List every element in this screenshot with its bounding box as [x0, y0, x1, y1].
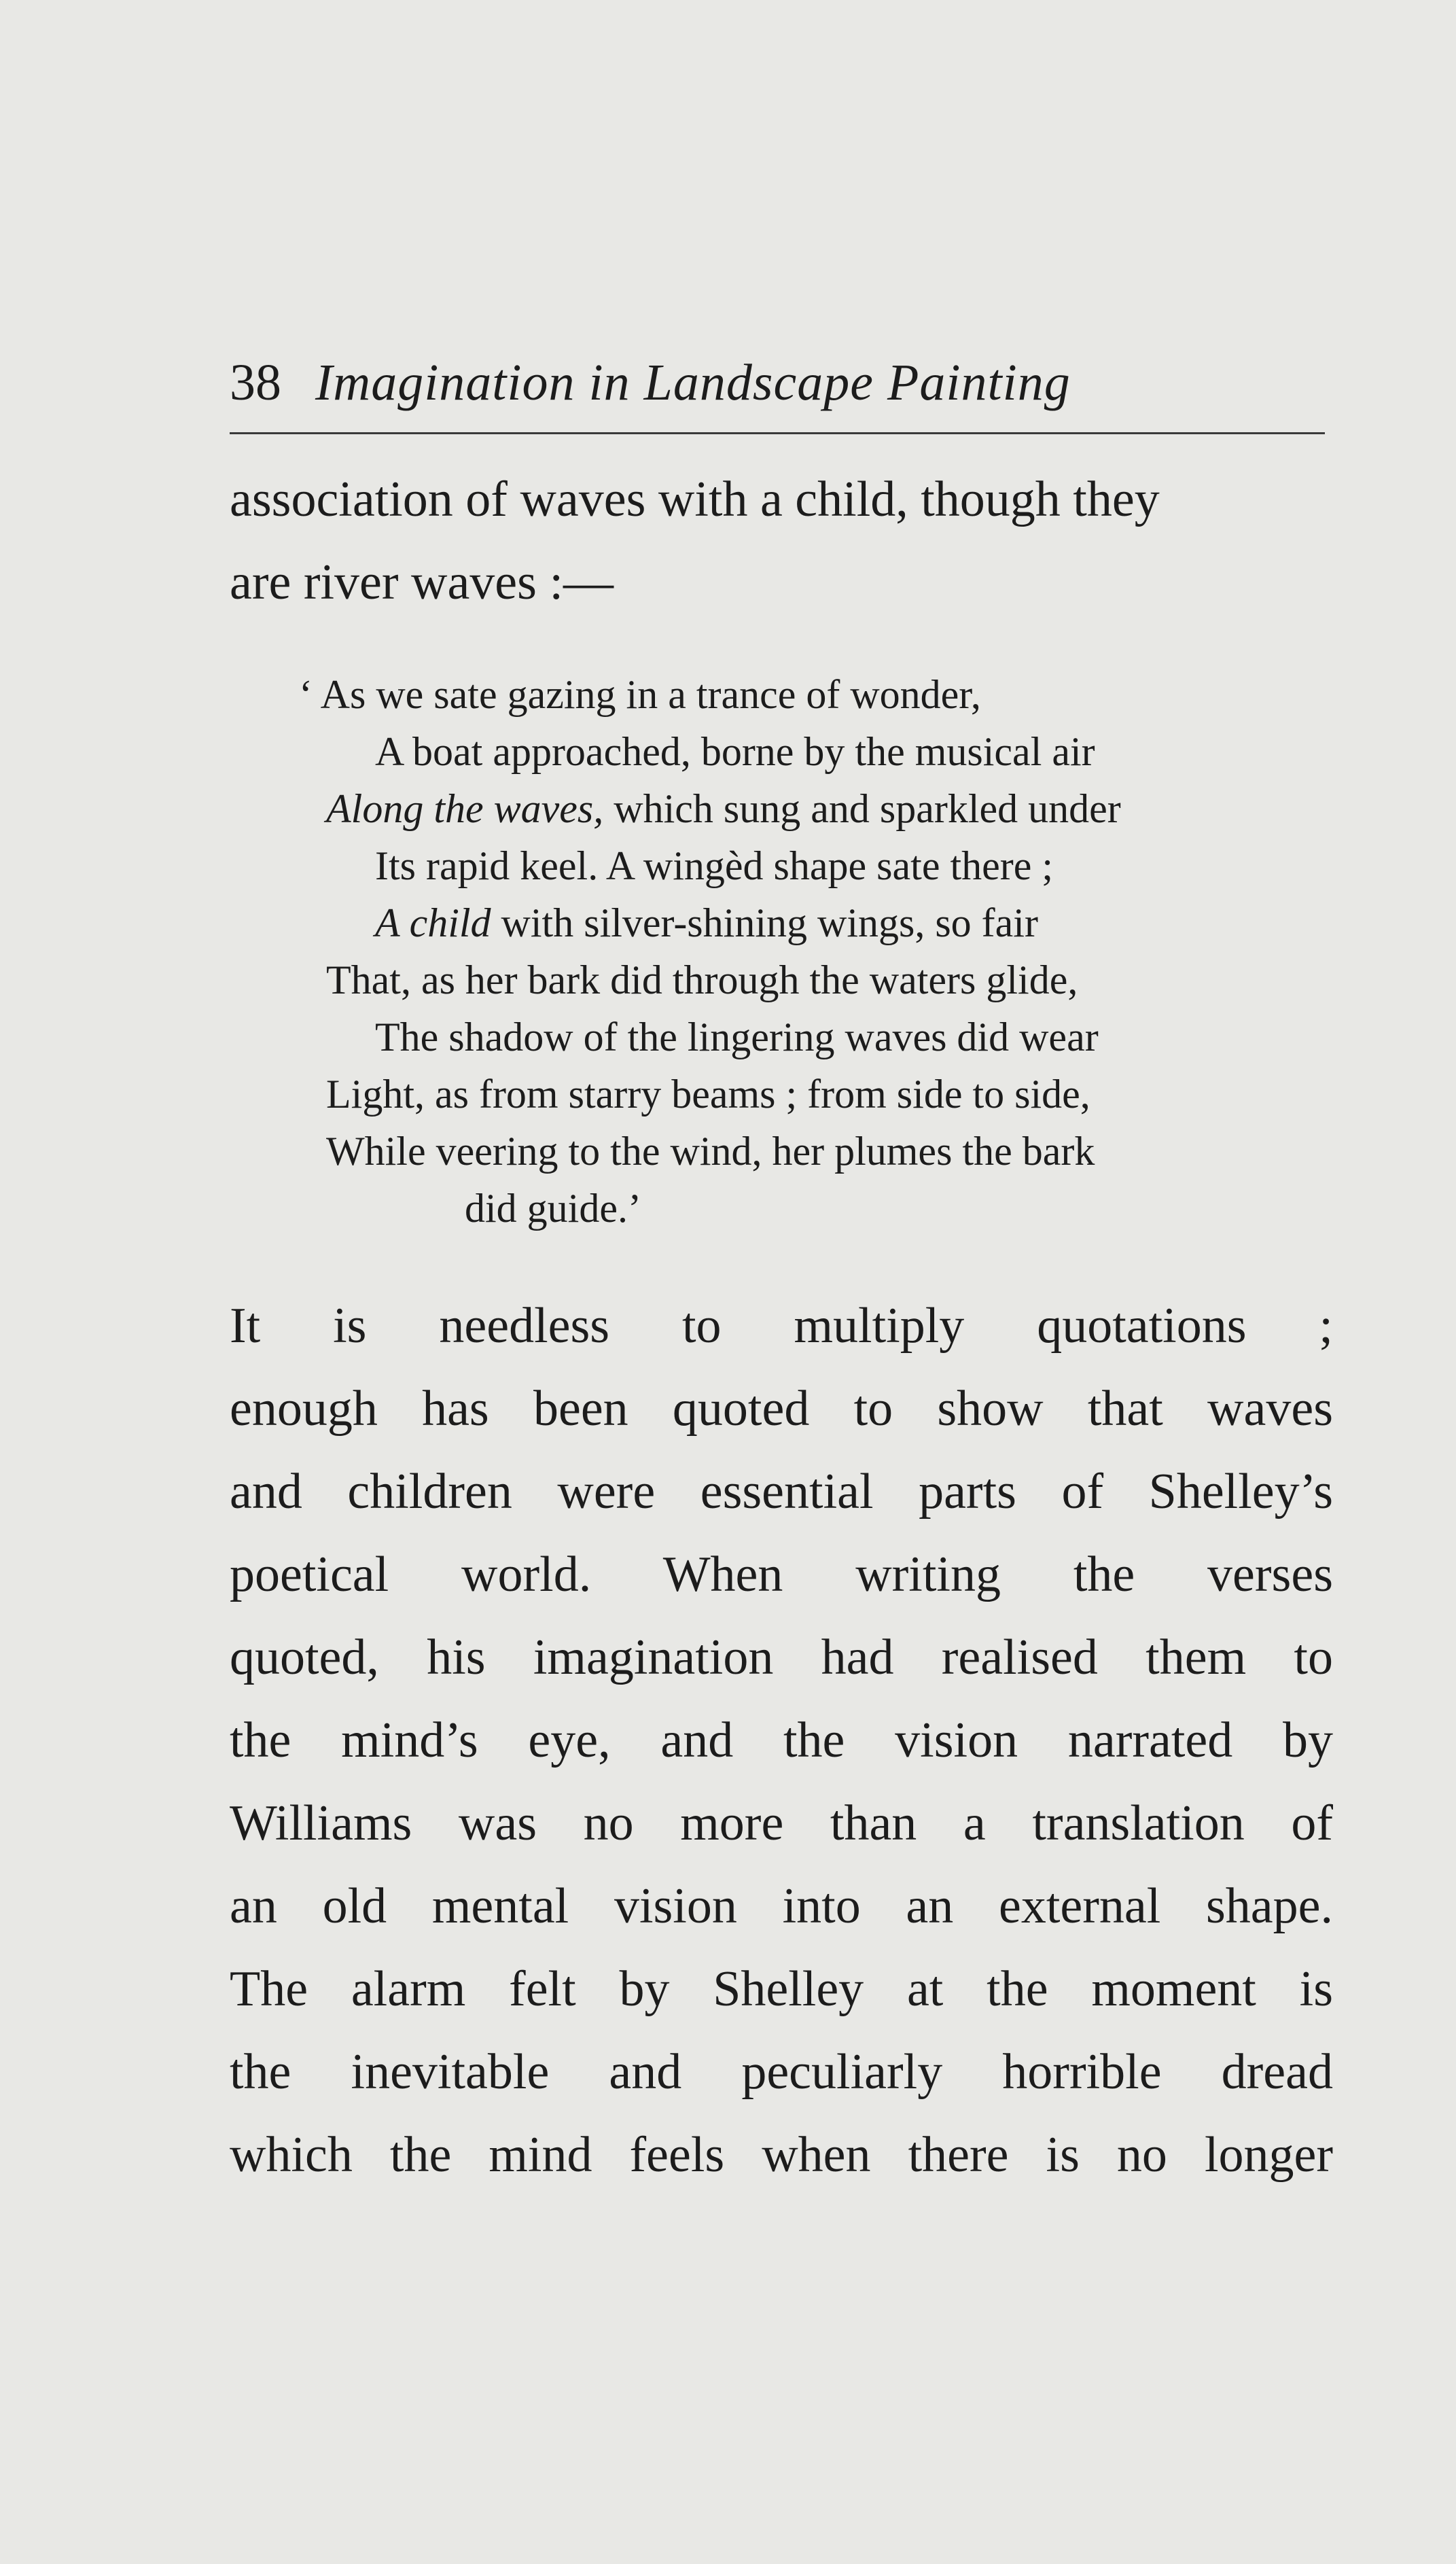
paragraph-line: the mind’s eye, and the vision narrated by: [230, 1713, 1333, 1768]
running-header: [230, 345, 1324, 420]
paragraph-line: Williams was no more than a translation of: [230, 1795, 1333, 1851]
lead-line-1: association of waves with a child, though they: [230, 472, 1160, 527]
paragraph-line: an old mental vision into an external shape.: [230, 1878, 1333, 1934]
poem-line-text: with silver-shining wings, so fair: [491, 900, 1038, 945]
poem-line: The shadow of the lingering waves did wear: [375, 1015, 1099, 1059]
paragraph-line: which the mind feels when there is no longer: [230, 2127, 1333, 2183]
poem-line: [326, 780, 1121, 837]
poem-emphasis: Along the waves,: [326, 786, 604, 831]
paragraph-line: poetical world. When writing the verses: [230, 1547, 1333, 1602]
header-rule: [230, 432, 1325, 434]
paragraph-line: The alarm felt by Shelley at the moment is: [230, 1961, 1333, 2017]
poem-line: A boat approached, borne by the musical air: [375, 729, 1095, 774]
body-paragraph: [230, 1284, 1333, 2196]
poem-line: That, as her bark did through the waters glide,: [326, 958, 1078, 1002]
poem-emphasis: A child: [375, 900, 491, 945]
poem-line: Its rapid keel. A wingèd shape sate there ;: [375, 843, 1054, 888]
paragraph-line: enough has been quoted to show that waves: [230, 1381, 1333, 1437]
paragraph-line: It is needless to multiply quotations ;: [230, 1298, 1333, 1354]
running-title: Imagination in Landscape Painting: [315, 354, 1071, 411]
poem-line: Light, as from starry beams ; from side to side,: [326, 1072, 1090, 1117]
page-number: 38: [230, 354, 281, 411]
poem-line: [375, 894, 1038, 951]
paragraph-line: and children were essential parts of Shelley’s: [230, 1464, 1333, 1520]
paragraph-line: quoted, his imagination had realised them to: [230, 1630, 1333, 1685]
lead-line-2: are river waves :—: [230, 555, 614, 610]
poem-line-text: which sung and sparkled under: [603, 786, 1121, 831]
poem-line: While veering to the wind, her plumes the bark: [326, 1129, 1095, 1174]
paragraph-line: the inevitable and peculiarly horrible dread: [230, 2044, 1333, 2100]
poem-line: ‘ As we sate gazing in a trance of wonder,: [299, 672, 981, 717]
poem-line: did guide.’: [465, 1186, 641, 1231]
